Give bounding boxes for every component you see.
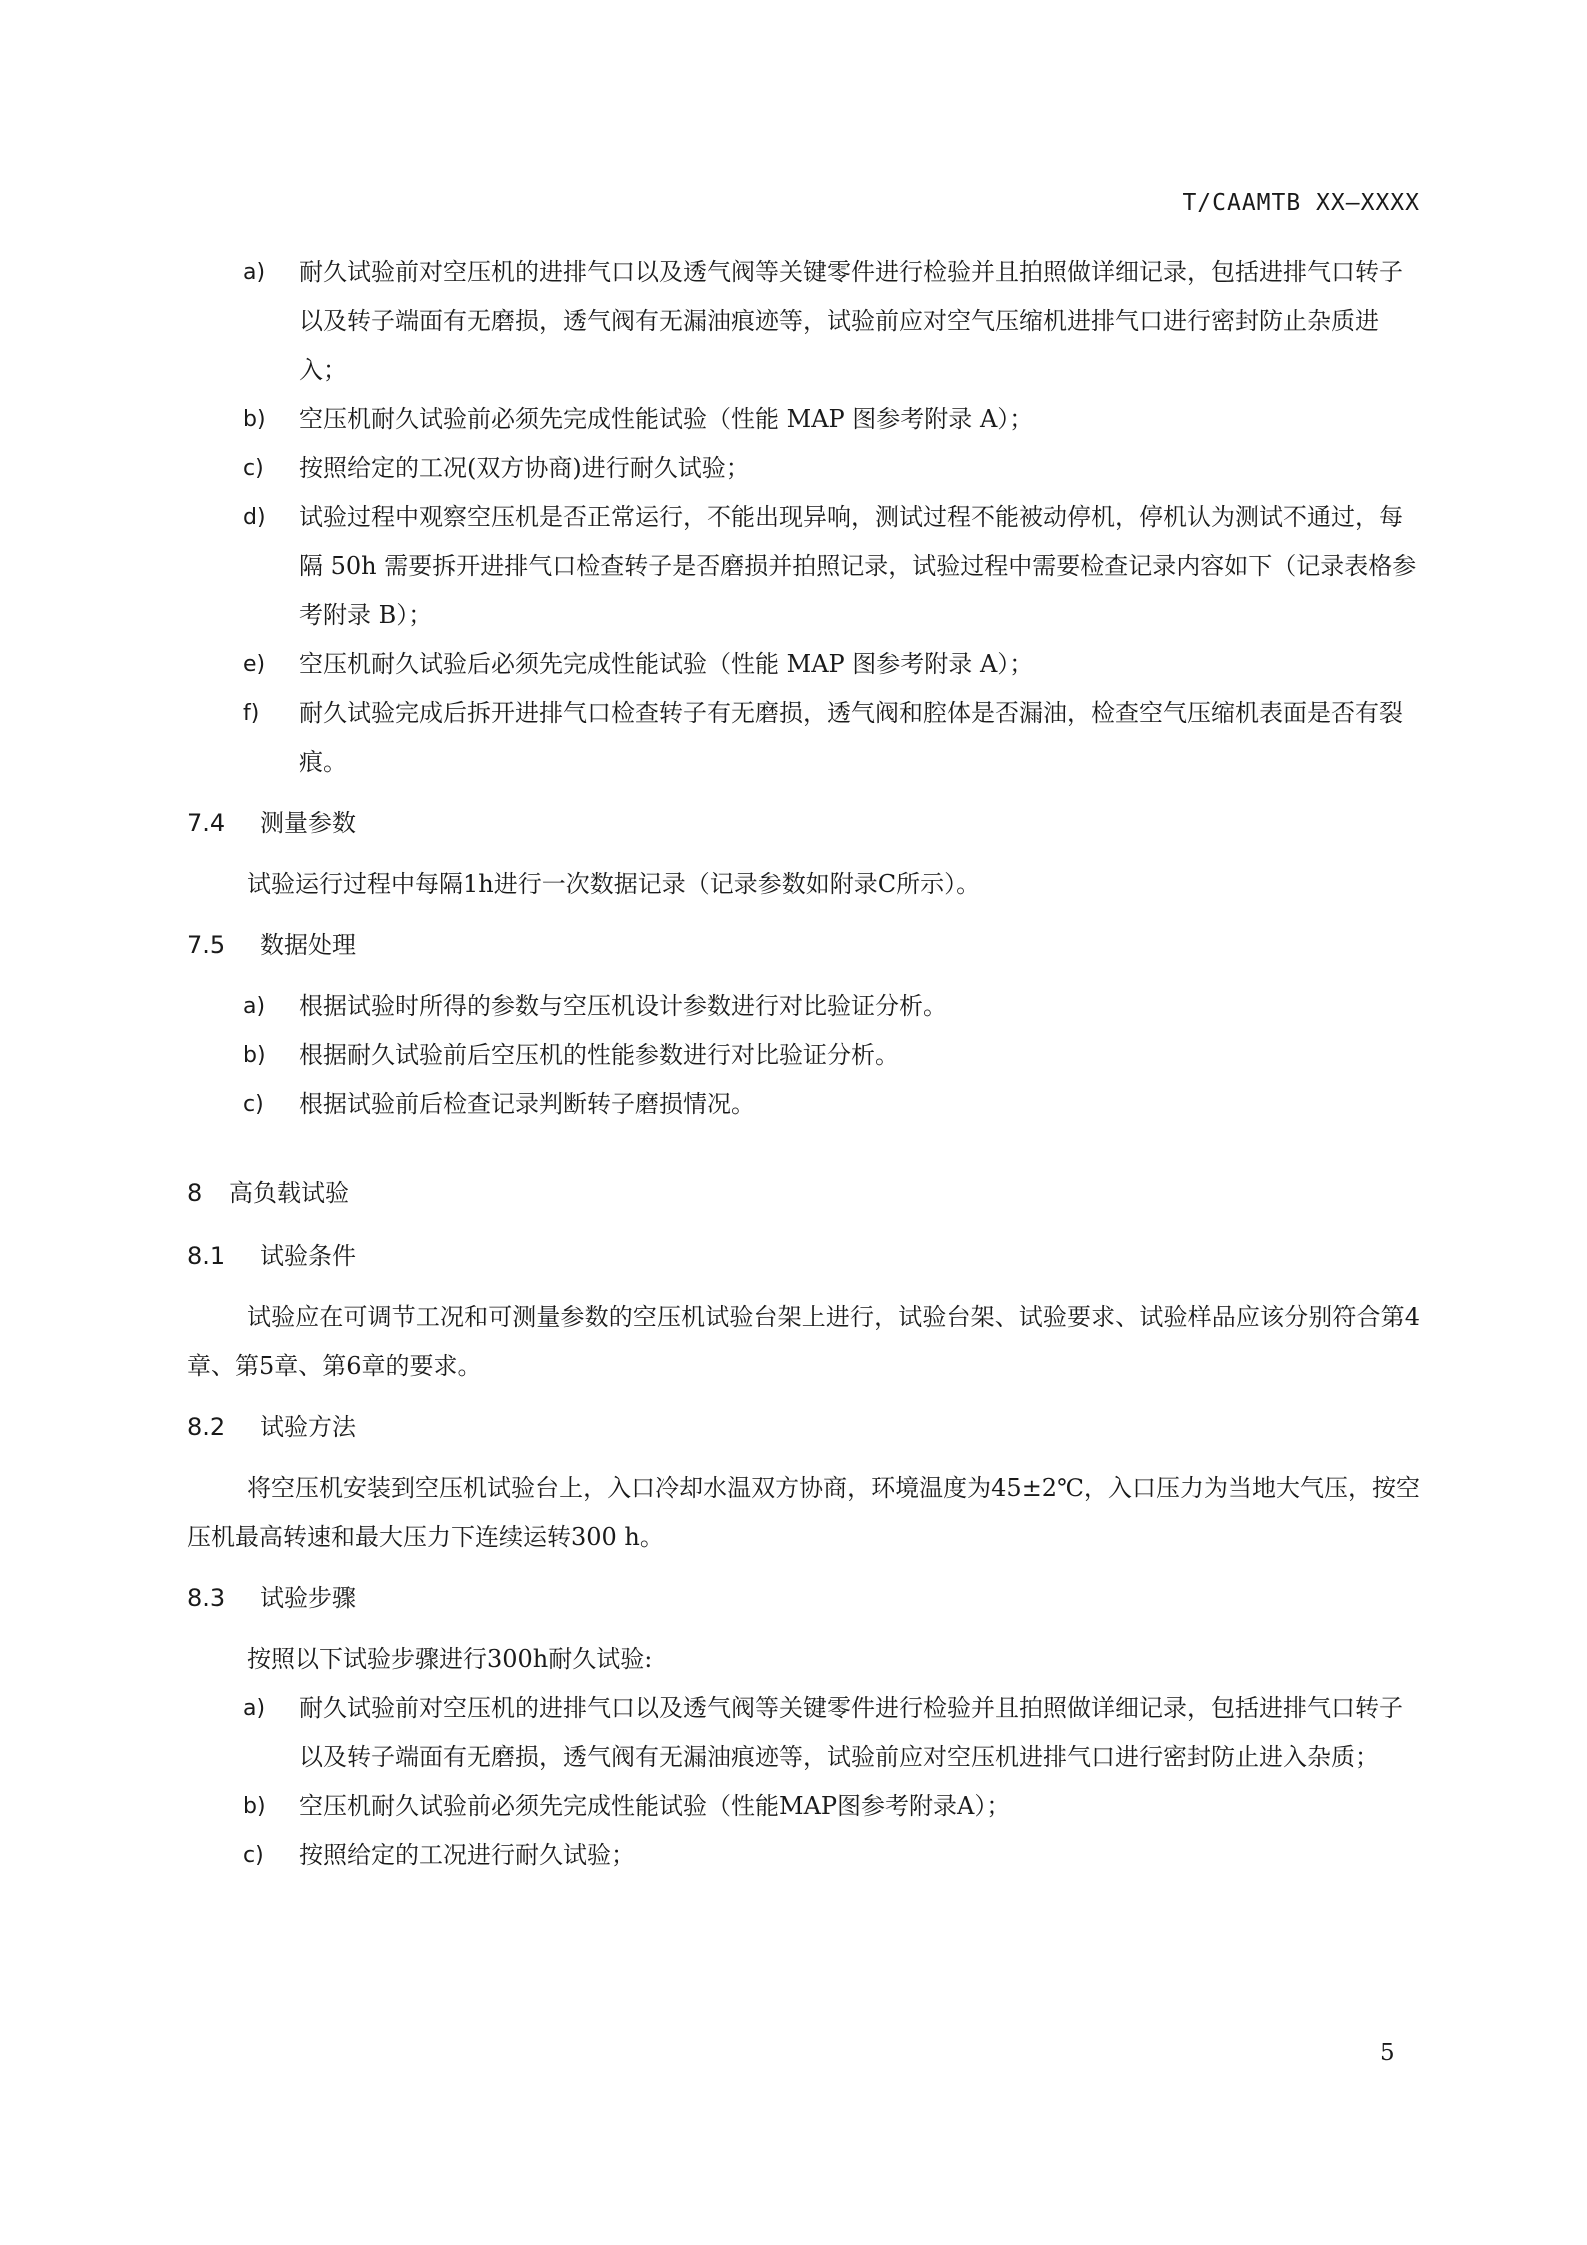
list-item bbox=[187, 248, 1420, 395]
list-item-text: 按照给定的工况进行耐久试验； bbox=[299, 1841, 635, 1869]
section-title: 数据处理 bbox=[260, 931, 356, 959]
list-item-text: 根据试验时所得的参数与空压机设计参数进行对比验证分析。 bbox=[299, 992, 947, 1020]
list-item bbox=[187, 640, 1420, 689]
data-processing-list bbox=[187, 982, 1420, 1129]
list-item-text: 空压机耐久试验后必须先完成性能试验（性能 MAP 图参考附录 A）； bbox=[299, 650, 1034, 678]
section-title: 测量参数 bbox=[260, 809, 356, 837]
list-marker: e) bbox=[243, 652, 266, 677]
list-item-text: 空压机耐久试验前必须先完成性能试验（性能MAP图参考附录A）； bbox=[299, 1792, 1011, 1820]
paragraph: 试验应在可调节工况和可测量参数的空压机试验台架上进行，试验台架、试验要求、试验样品应该分别符合第4章、第5章、第6章的要求。 bbox=[187, 1303, 1420, 1380]
list-marker: a) bbox=[243, 260, 266, 285]
list-item bbox=[187, 982, 1420, 1031]
list-item-text: 耐久试验前对空压机的进排气口以及透气阀等关键零件进行检验并且拍照做详细记录，包括进排气口转子以及转子端面有无磨损，透气阀有无漏油痕迹等，试验前应对空气压缩机进排气口进行密封防止杂质进入； bbox=[299, 258, 1403, 384]
section-heading-8-3 bbox=[187, 1574, 1420, 1623]
section-number: 8.2 bbox=[187, 1413, 226, 1441]
paragraph: 试验运行过程中每隔1h进行一次数据记录（记录参数如附录C所示）。 bbox=[247, 870, 981, 898]
paragraph: 将空压机安装到空压机试验台上，入口冷却水温双方协商，环境温度为45±2℃，入口压力为当地大气压，按空压机最高转速和最大压力下连续运转300 h。 bbox=[187, 1474, 1420, 1551]
list-item bbox=[187, 444, 1420, 493]
section-number: 7.4 bbox=[187, 809, 226, 837]
list-item-text: 耐久试验完成后拆开进排气口检查转子有无磨损，透气阀和腔体是否漏油，检查空气压缩机表面是否有裂痕。 bbox=[299, 699, 1403, 776]
section-number: 8.1 bbox=[187, 1242, 226, 1270]
chapter-number: 8 bbox=[187, 1179, 203, 1207]
page-number: 5 bbox=[1380, 2040, 1395, 2066]
test-steps-list bbox=[187, 248, 1420, 787]
list-item bbox=[187, 1782, 1420, 1831]
list-item-text: 试验过程中观察空压机是否正常运行，不能出现异响，测试过程不能被动停机，停机认为测试不通过，每隔 50h 需要拆开进排气口检查转子是否磨损并拍照记录，试验过程中需要检查记录内容如下（记录表格参考附录 B）； bbox=[299, 503, 1417, 629]
list-item bbox=[187, 689, 1420, 787]
list-item bbox=[187, 493, 1420, 640]
section-title: 试验步骤 bbox=[260, 1584, 356, 1612]
section-number: 8.3 bbox=[187, 1584, 226, 1612]
section-title: 试验条件 bbox=[260, 1242, 356, 1270]
list-item-text: 根据试验前后检查记录判断转子磨损情况。 bbox=[299, 1090, 755, 1118]
list-marker: b) bbox=[243, 1043, 266, 1068]
list-marker: b) bbox=[243, 407, 266, 432]
list-item bbox=[187, 1031, 1420, 1080]
section-heading-8-1 bbox=[187, 1232, 1420, 1281]
list-item-text: 按照给定的工况(双方协商)进行耐久试验； bbox=[299, 454, 750, 482]
high-load-steps-list bbox=[187, 1684, 1420, 1880]
list-marker: d) bbox=[243, 505, 266, 530]
chapter-heading-8 bbox=[187, 1169, 1420, 1218]
paragraph: 按照以下试验步骤进行300h耐久试验: bbox=[247, 1645, 653, 1673]
section-title: 试验方法 bbox=[260, 1413, 356, 1441]
section-heading-7-4 bbox=[187, 799, 1420, 848]
list-item bbox=[187, 395, 1420, 444]
list-item bbox=[187, 1080, 1420, 1129]
list-item-text: 空压机耐久试验前必须先完成性能试验（性能 MAP 图参考附录 A）； bbox=[299, 405, 1034, 433]
section-heading-8-2 bbox=[187, 1403, 1420, 1452]
list-item-text: 耐久试验前对空压机的进排气口以及透气阀等关键零件进行检验并且拍照做详细记录，包括进排气口转子以及转子端面有无磨损，透气阀有无漏油痕迹等，试验前应对空压机进排气口进行密封防止进入杂质； bbox=[299, 1694, 1403, 1771]
list-item bbox=[187, 1684, 1420, 1782]
page-content bbox=[187, 248, 1420, 1880]
list-marker: a) bbox=[243, 994, 266, 1019]
list-item bbox=[187, 1831, 1420, 1880]
list-marker: f) bbox=[243, 701, 260, 726]
standard-code: T/CAAMTB XX—XXXX bbox=[1182, 190, 1420, 216]
list-marker: c) bbox=[243, 456, 264, 481]
section-heading-7-5 bbox=[187, 921, 1420, 970]
list-item-text: 根据耐久试验前后空压机的性能参数进行对比验证分析。 bbox=[299, 1041, 899, 1069]
list-marker: b) bbox=[243, 1794, 266, 1819]
list-marker: a) bbox=[243, 1696, 266, 1721]
chapter-title: 高负载试验 bbox=[229, 1179, 349, 1207]
list-marker: c) bbox=[243, 1092, 264, 1117]
list-marker: c) bbox=[243, 1843, 264, 1868]
section-number: 7.5 bbox=[187, 931, 226, 959]
